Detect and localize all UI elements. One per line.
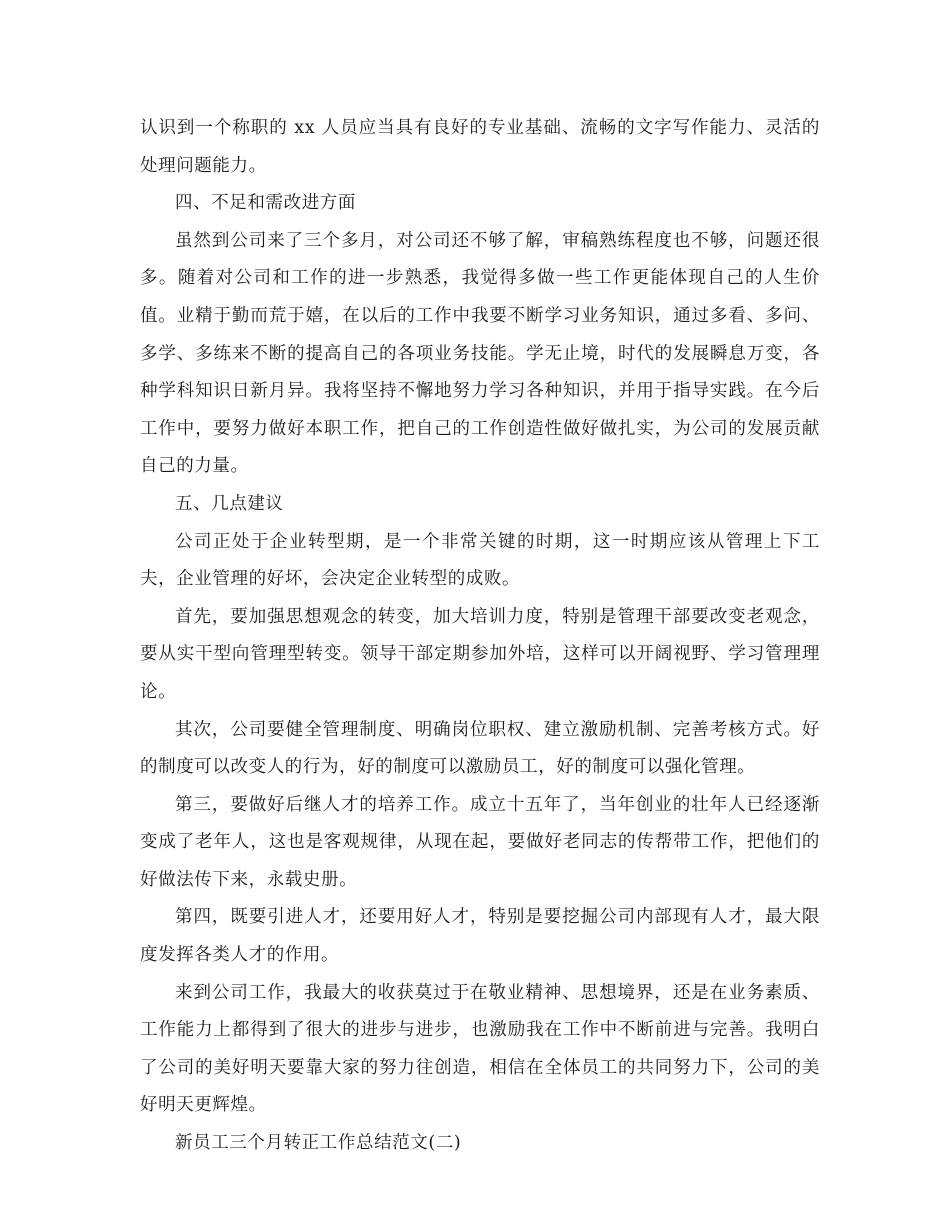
section-heading-shortcomings: 四、不足和需改进方面	[175, 193, 356, 214]
paragraph-conclusion: 来到公司工作，我最大的收获莫过于在敬业精神、思想境界，还是在业务素质、工作能力上都得到了很大的进步与进步，也激励我在工作中不断前进与完善。我明白了公司的美好明天要靠大家的努力往创造，相信在全体员工的共同努力下，公司的美好明天更辉煌。	[140, 982, 820, 1116]
paragraph-third-suggestion: 第三，要做好后继人才的培养工作。成立十五年了，当年创业的壮年人已经逐渐变成了老年人，这也是客观规律，从现在起，要做好老同志的传帮带工作，把他们的好做法传下来，永载史册。	[140, 794, 820, 890]
paragraph-qualifications: 认识到一个称职的 xx 人员应当具有良好的专业基础、流畅的文字写作能力、灵活的处理问题能力。	[140, 118, 820, 176]
document-page	[140, 110, 820, 1163]
paragraph-second-suggestion: 其次，公司要健全管理制度、明确岗位职权、建立激励机制、完善考核方式。好的制度可以改变人的行为，好的制度可以激励员工，好的制度可以强化管理。	[140, 719, 820, 778]
paragraph-transition-period: 公司正处于企业转型期，是一个非常关键的时期，这一时期应该从管理上下工夫，企业管理的好坏，会决定企业转型的成败。	[140, 531, 820, 590]
next-article-title: 新员工三个月转正工作总结范文(二)	[175, 1133, 462, 1154]
paragraph-fourth-suggestion: 第四，既要引进人才，还要用好人才，特别是要挖掘公司内部现有人才，最大限度发挥各类人才的作用。	[140, 907, 820, 966]
section-heading-suggestions: 五、几点建议	[175, 493, 284, 514]
paragraph-improvement: 虽然到公司来了三个多月，对公司还不够了解，审稿熟练程度也不够，问题还很多。随着对公司和工作的进一步熟悉，我觉得多做一些工作更能体现自己的人生价值。业精于勤而荒于嬉，在以后的工作中我要不断学习业务知识，通过多看、多问、多学、多练来不断的提高自己的各项业务技能。学无止境，时代的发展瞬息万变，各种学科知识日新月异。我将坚持不懈地努力学习各种知识，并用于指导实践。在今后工作中，要努力做好本职工作，把自己的工作创造性做好做扎实，为公司的发展贡献自己的力量。	[140, 230, 820, 477]
paragraph-first-suggestion: 首先，要加强思想观念的转变，加大培训力度，特别是管理干部要改变老观念，要从实干型向管理型转变。领导干部定期参加外培，这样可以开阔视野、学习管理理论。	[140, 606, 820, 702]
